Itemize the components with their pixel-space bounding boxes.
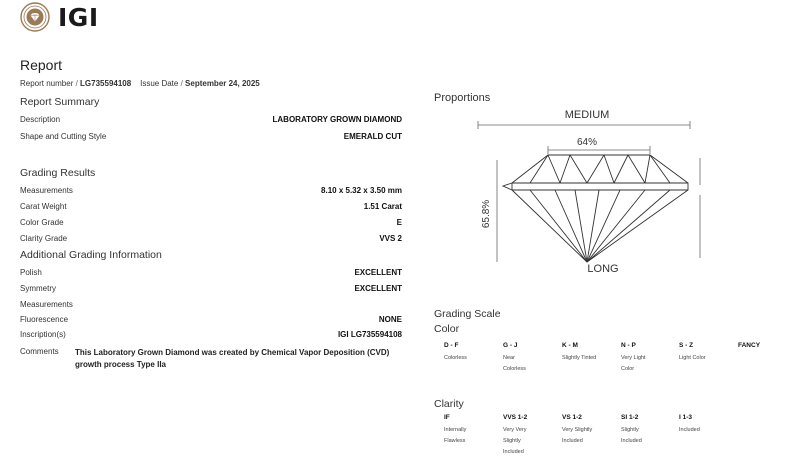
- grading-results-title: Grading Results: [20, 167, 96, 179]
- report-summary-title: Report Summary: [20, 96, 100, 108]
- report-number-value: LG735594108: [80, 79, 132, 88]
- igi-seal-icon: [20, 2, 50, 32]
- girdle-label: MEDIUM: [564, 109, 610, 121]
- culet-label: LONG: [587, 263, 619, 275]
- additional-row-inscription: Inscription(s) IGI LG735594108: [20, 330, 402, 339]
- clarity-grade-vvs: VVS 1-2 Very Very Slightly Included: [503, 414, 528, 455]
- issue-date-label: Issue Date: [140, 79, 179, 88]
- grading-row-clarity: Clarity Grade VVS 2: [20, 234, 402, 243]
- logo-text: IGI: [58, 2, 99, 32]
- color-grade-n-p: N - P Very Light Color: [621, 342, 646, 372]
- additional-info-title: Additional Grading Information: [20, 249, 162, 261]
- color-grade-s-z: S - Z Light Color: [679, 342, 706, 361]
- clarity-grade-vs: VS 1-2 Very Slightly Included: [562, 414, 593, 444]
- issue-date-value: September 24, 2025: [185, 79, 260, 88]
- proportions-diagram: [470, 100, 750, 280]
- report-number-label: Report number: [20, 79, 74, 88]
- grading-row-measurements: Measurements 8.10 x 5.32 x 3.50 mm: [20, 186, 402, 195]
- clarity-scale-title: Clarity: [434, 398, 464, 410]
- depth-percent-label: 65.8%: [481, 199, 492, 229]
- report-meta: Report number / LG735594108 Issue Date / September 24, 2025: [20, 79, 260, 88]
- report-title: Report: [20, 57, 63, 73]
- additional-row-fluorescence: Fluorescence NONE: [20, 315, 402, 324]
- color-grade-d-f: D - F Colorless: [444, 342, 467, 361]
- summary-row-shape: Shape and Cutting Style EMERALD CUT: [20, 132, 402, 141]
- comments-value: This Laboratory Grown Diamond was created by Chemical Vapor Deposition (CVD) growth process Type IIa: [75, 348, 390, 369]
- table-percent-label: 64%: [576, 137, 598, 148]
- diamond-profile-icon: [503, 155, 688, 262]
- color-grade-g-j: G - J Near Colorless: [503, 342, 526, 372]
- comments-label: Comments: [20, 347, 59, 356]
- summary-row-description: Description LABORATORY GROWN DIAMOND: [20, 115, 402, 124]
- grading-row-carat: Carat Weight 1.51 Carat: [20, 202, 402, 211]
- additional-row-polish: Polish EXCELLENT: [20, 268, 402, 277]
- grading-row-color: Color Grade E: [20, 218, 402, 227]
- additional-row-symmetry: Symmetry EXCELLENT: [20, 284, 402, 293]
- clarity-grade-si: SI 1-2 Slightly Included: [621, 414, 642, 444]
- grading-scale-title: Grading Scale: [434, 308, 501, 320]
- additional-row-measurements: Measurements: [20, 300, 73, 309]
- clarity-grade-if: IF Internally Flawless: [444, 414, 467, 444]
- color-scale-title: Color: [434, 323, 460, 335]
- color-grade-k-m: K - M Slightly Tinted: [562, 342, 597, 361]
- proportions-title: Proportions: [434, 92, 491, 104]
- clarity-grade-i: I 1-3 Included: [679, 414, 700, 433]
- color-grade-fancy: FANCY: [738, 342, 761, 349]
- igi-logo: [20, 2, 99, 32]
